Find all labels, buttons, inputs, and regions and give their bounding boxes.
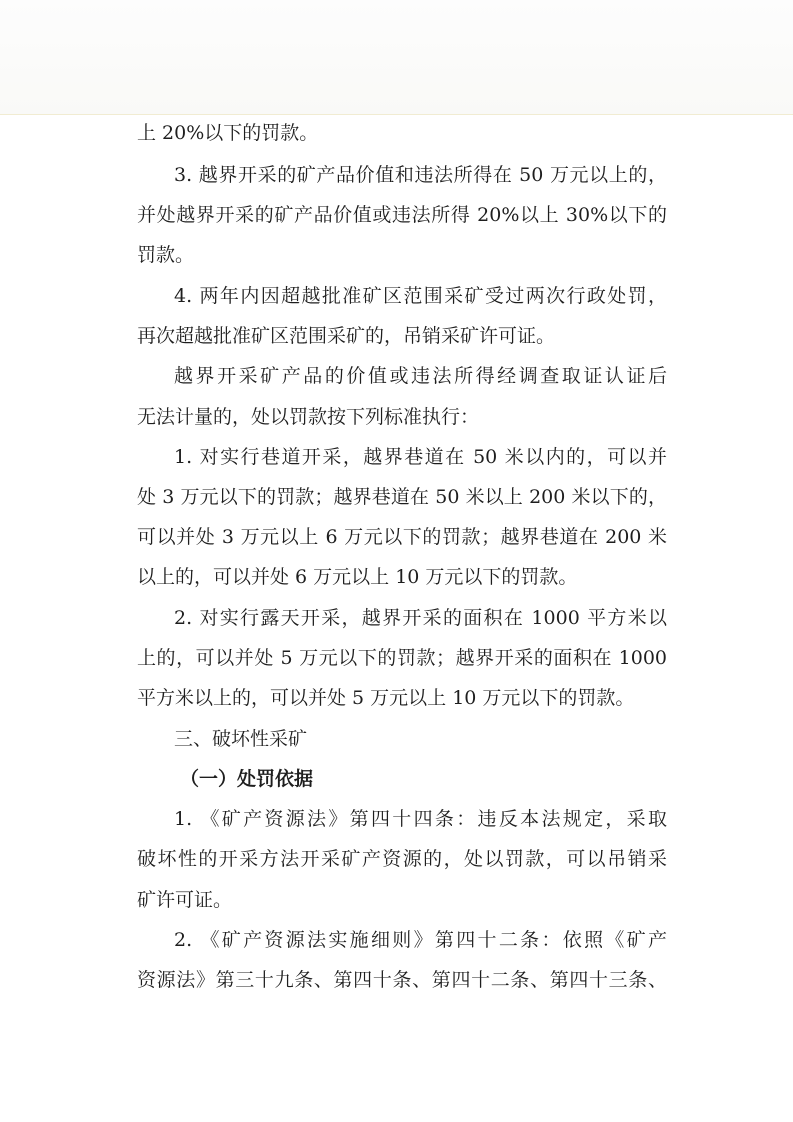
- text-line-3: 并处越界开采的矿产品价值或违法所得 20%以上 30%以下的: [137, 204, 667, 226]
- text-line-7: 越界开采矿产品的价值或违法所得经调查取证认证后: [174, 365, 667, 387]
- text-line-4: 罚款。: [137, 244, 195, 266]
- subsection-heading: （一）处罚依据: [180, 768, 314, 790]
- text-line-14: 上的，可以并处 5 万元以下的罚款；越界开采的面积在 1000: [137, 647, 667, 669]
- section-heading: 三、破坏性采矿: [174, 728, 308, 750]
- text-line-11: 可以并处 3 万元以上 6 万元以下的罚款；越界巷道在 200 米: [137, 526, 667, 548]
- text-line-20: 矿许可证。: [137, 889, 233, 911]
- text-line-6: 再次超越批准矿区范围采矿的，吊销采矿许可证。: [137, 325, 556, 347]
- page-top-rule: [0, 114, 793, 115]
- text-line-1: 上 20%以下的罚款。: [137, 122, 319, 144]
- text-line-9: 1. 对实行巷道开采，越界巷道在 50 米以内的，可以并: [174, 446, 667, 468]
- page-top-margin: [0, 0, 793, 114]
- text-line-12: 以上的，可以并处 6 万元以上 10 万元以下的罚款。: [137, 566, 578, 588]
- text-line-21: 2. 《矿产资源法实施细则》第四十二条：依照《矿产: [174, 929, 667, 951]
- text-line-10: 处 3 万元以下的罚款；越界巷道在 50 米以上 200 米以下的，: [137, 486, 667, 508]
- text-line-22: 资源法》第三十九条、第四十条、第四十二条、第四十三条、: [137, 969, 667, 991]
- text-line-15: 平方米以上的，可以并处 5 万元以上 10 万元以下的罚款。: [137, 687, 635, 709]
- text-line-8: 无法计量的，处以罚款按下列标准执行：: [137, 406, 480, 428]
- text-line-5: 4. 两年内因超越批准矿区范围采矿受过两次行政处罚，: [174, 285, 667, 307]
- text-line-18: 1. 《矿产资源法》第四十四条：违反本法规定，采取: [174, 808, 667, 830]
- text-line-13: 2. 对实行露天开采，越界开采的面积在 1000 平方米以: [174, 607, 667, 629]
- text-line-2: 3. 越界开采的矿产品价值和违法所得在 50 万元以上的，: [174, 164, 667, 186]
- text-line-19: 破坏性的开采方法开采矿产资源的，处以罚款，可以吊销采: [137, 848, 667, 870]
